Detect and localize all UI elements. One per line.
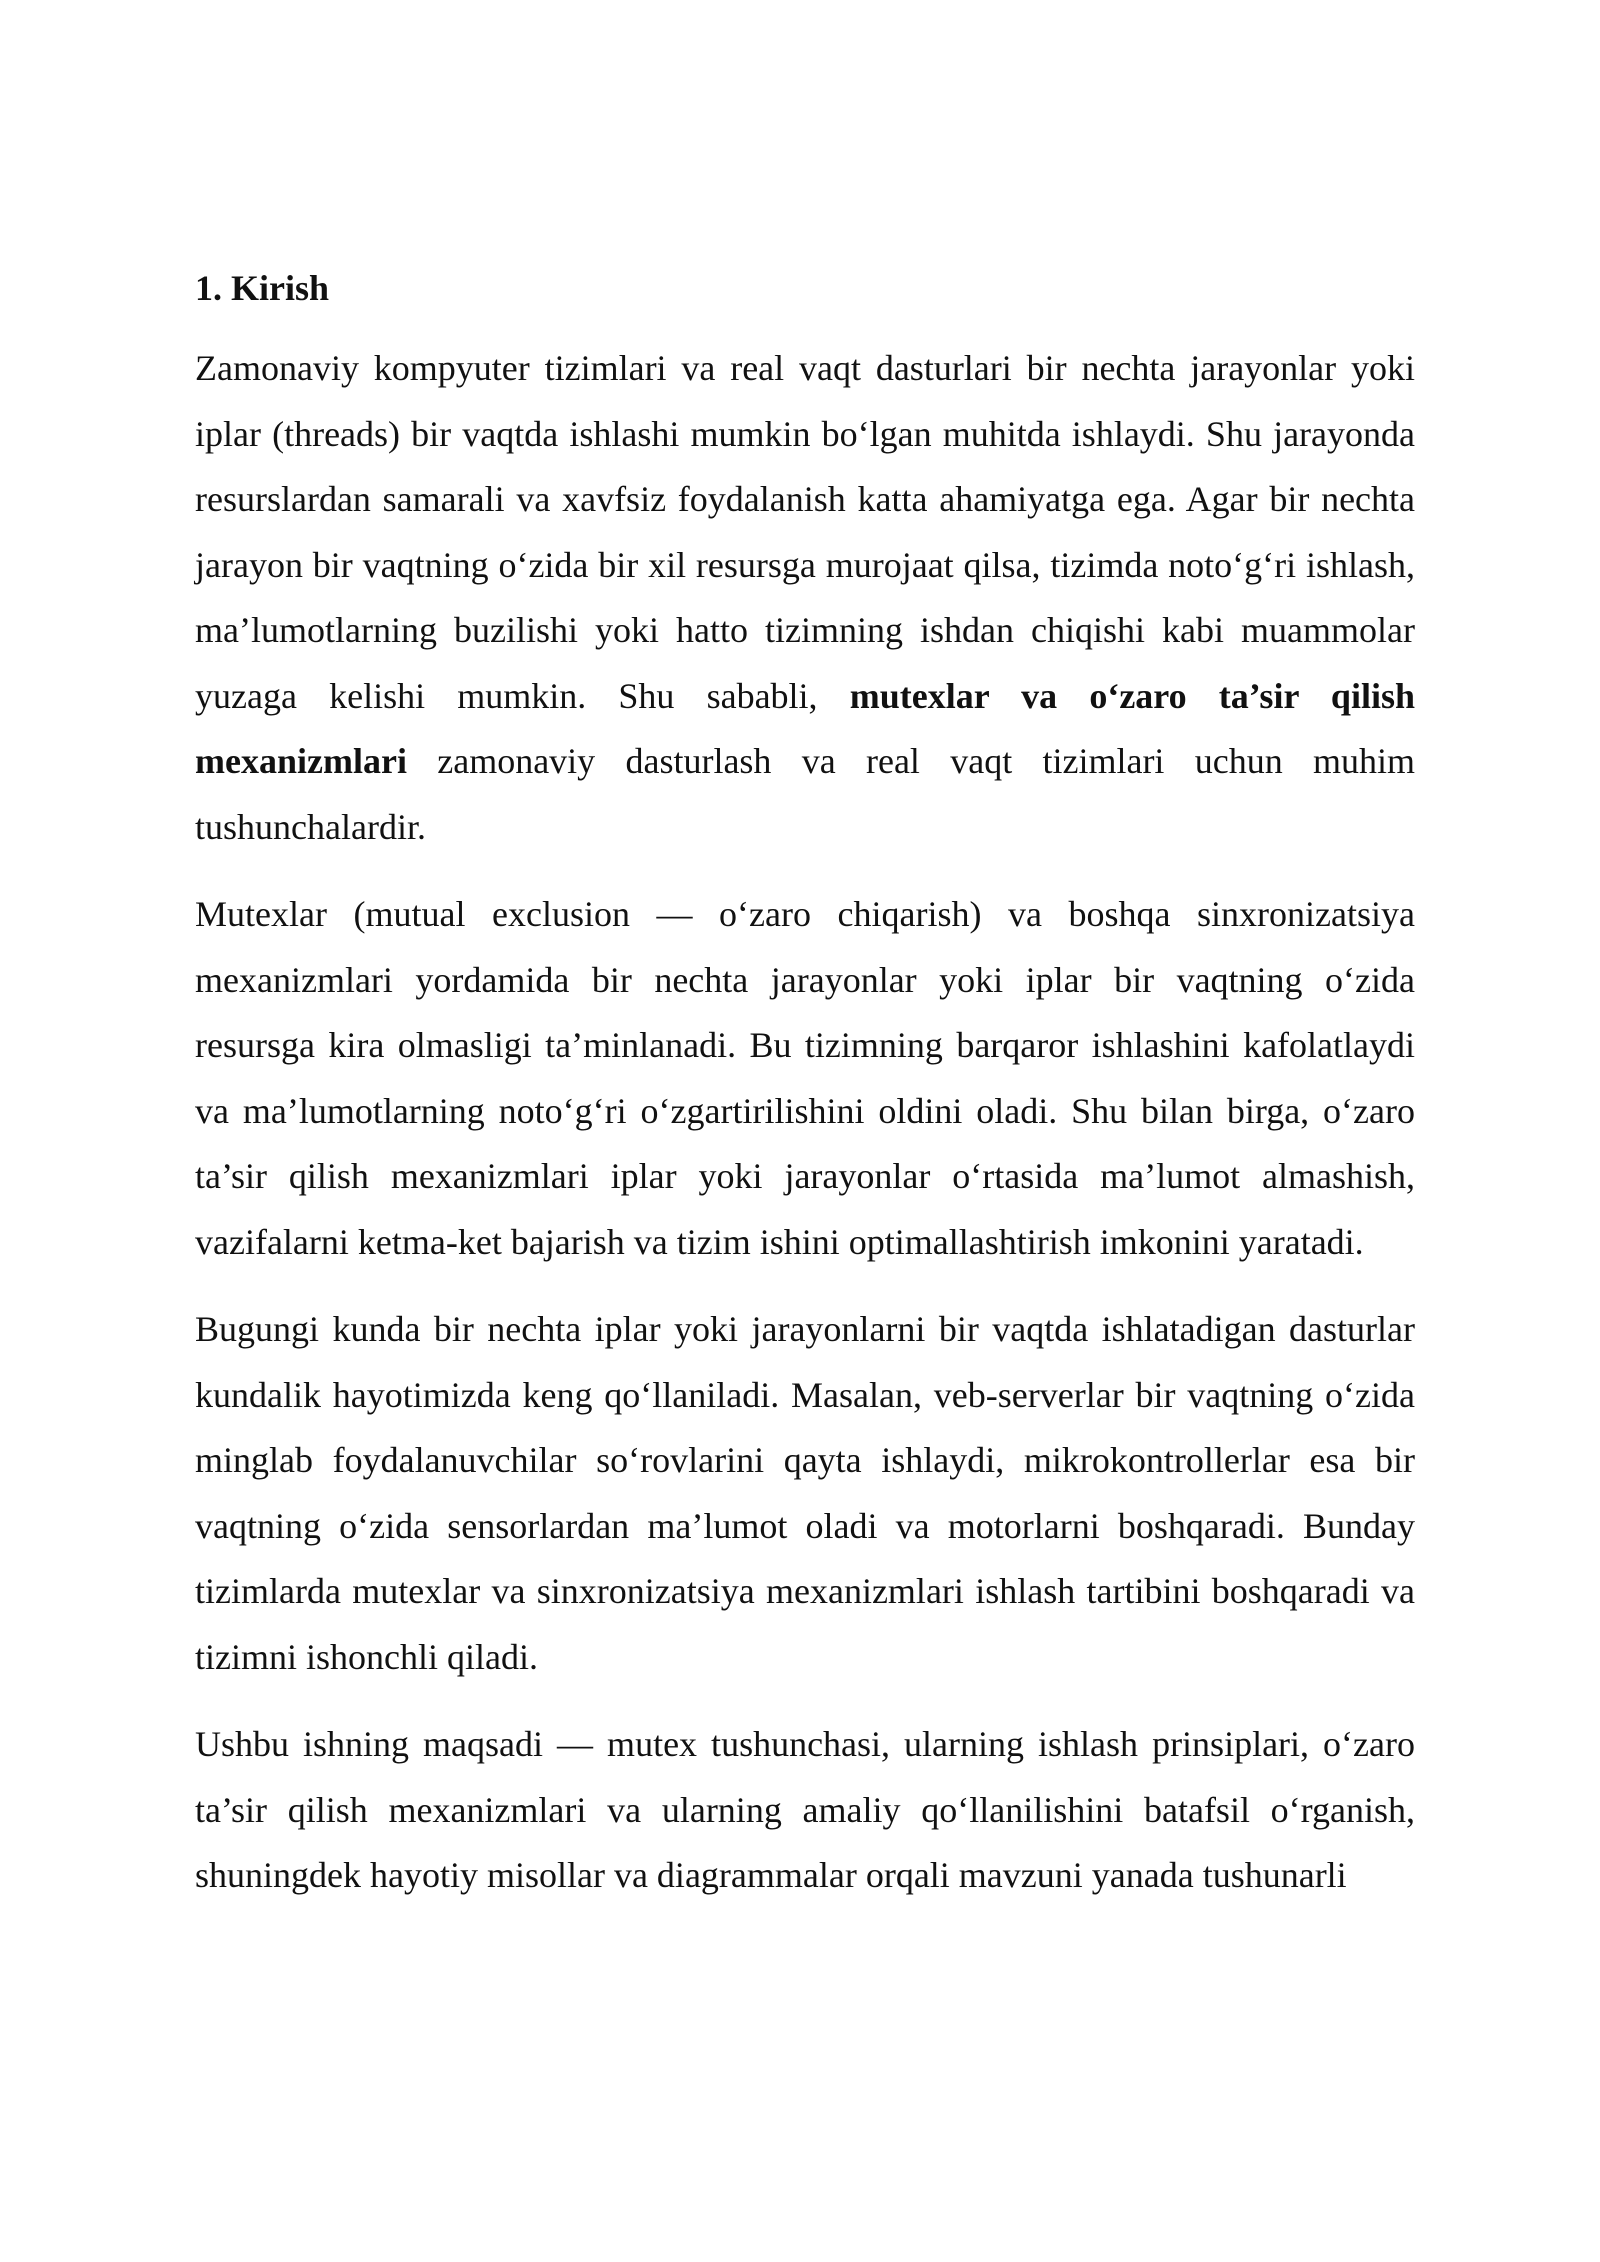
paragraph-intro-text-start: Zamonaviy kompyuter tizimlari va real vaqt dasturlari bir nechta jarayonlar yoki iplar (threads) bir vaqtda ishlashi mumkin bo‘lgan muhitda ishlaydi. Shu jarayonda resurslardan samarali va xavfsiz foydalanish katta ahamiyatga ega. Agar bir nechta jarayon bir vaqtning o‘zida bir xil resursga murojaat qilsa, tizimda noto‘g‘ri ishlash, ma’lumotlarning buzilishi yoki hatto tizimning ishdan chiqishi kabi muammolar yuzaga kelishi mumkin. Shu sababli, xyxy=(195,348,1415,716)
paragraph-goal: Ushbu ishning maqsadi — mutex tushunchasi, ularning ishlash prinsiplari, o‘zaro ta’sir qilish mexanizmlari va ularning amaliy qo‘llanilishini batafsil o‘rganish, shuningdek hayotiy misollar va diagrammalar orqali mavzuni yanada tushunarli xyxy=(195,1724,1415,1895)
paragraph-intro xyxy=(195,336,1415,860)
section-heading: 1. Kirish xyxy=(195,268,330,308)
paragraph-intro-bold-term: mutexlar va o‘zaro ta’sir qilish mexanizmlari xyxy=(195,675,1415,781)
document-body xyxy=(195,262,1415,1931)
paragraph-everyday-usage: Bugungi kunda bir nechta iplar yoki jarayonlarni bir vaqtda ishlatadigan dasturlar kundalik hayotimizda keng qo‘llaniladi. Masalan, veb-serverlar bir vaqtning o‘zida minglab foydalanuvchilar so‘rovlarini qayta ishlaydi, mikrokontrollerlar esa bir vaqtning o‘zida sensorlardan ma’lumot oladi va motorlarni boshqaradi. Bunday tizimlarda mutexlar va sinxronizatsiya mexanizmlari ishlash tartibini boshqaradi va tizimni ishonchli qiladi. xyxy=(195,1309,1415,1677)
paragraph-mutex-definition: Mutexlar (mutual exclusion — o‘zaro chiqarish) va boshqa sinxronizatsiya mexanizmlari yordamida bir nechta jarayonlar yoki iplar bir vaqtning o‘zida resursga kira olmasligi ta’minlanadi. Bu tizimning barqaror ishlashini kafolatlaydi va ma’lumotlarning noto‘g‘ri o‘zgartirilishini oldini oladi. Shu bilan birga, o‘zaro ta’sir qilish mexanizmlari iplar yoki jarayonlar o‘rtasida ma’lumot almashish, vazifalarni ketma-ket bajarish va tizim ishini optimallashtirish imkonini yaratadi. xyxy=(195,894,1415,1262)
paragraph-intro-text-end: zamonaviy dasturlash va real vaqt tizimlari uchun muhim tushunchalardir. xyxy=(195,741,1415,847)
